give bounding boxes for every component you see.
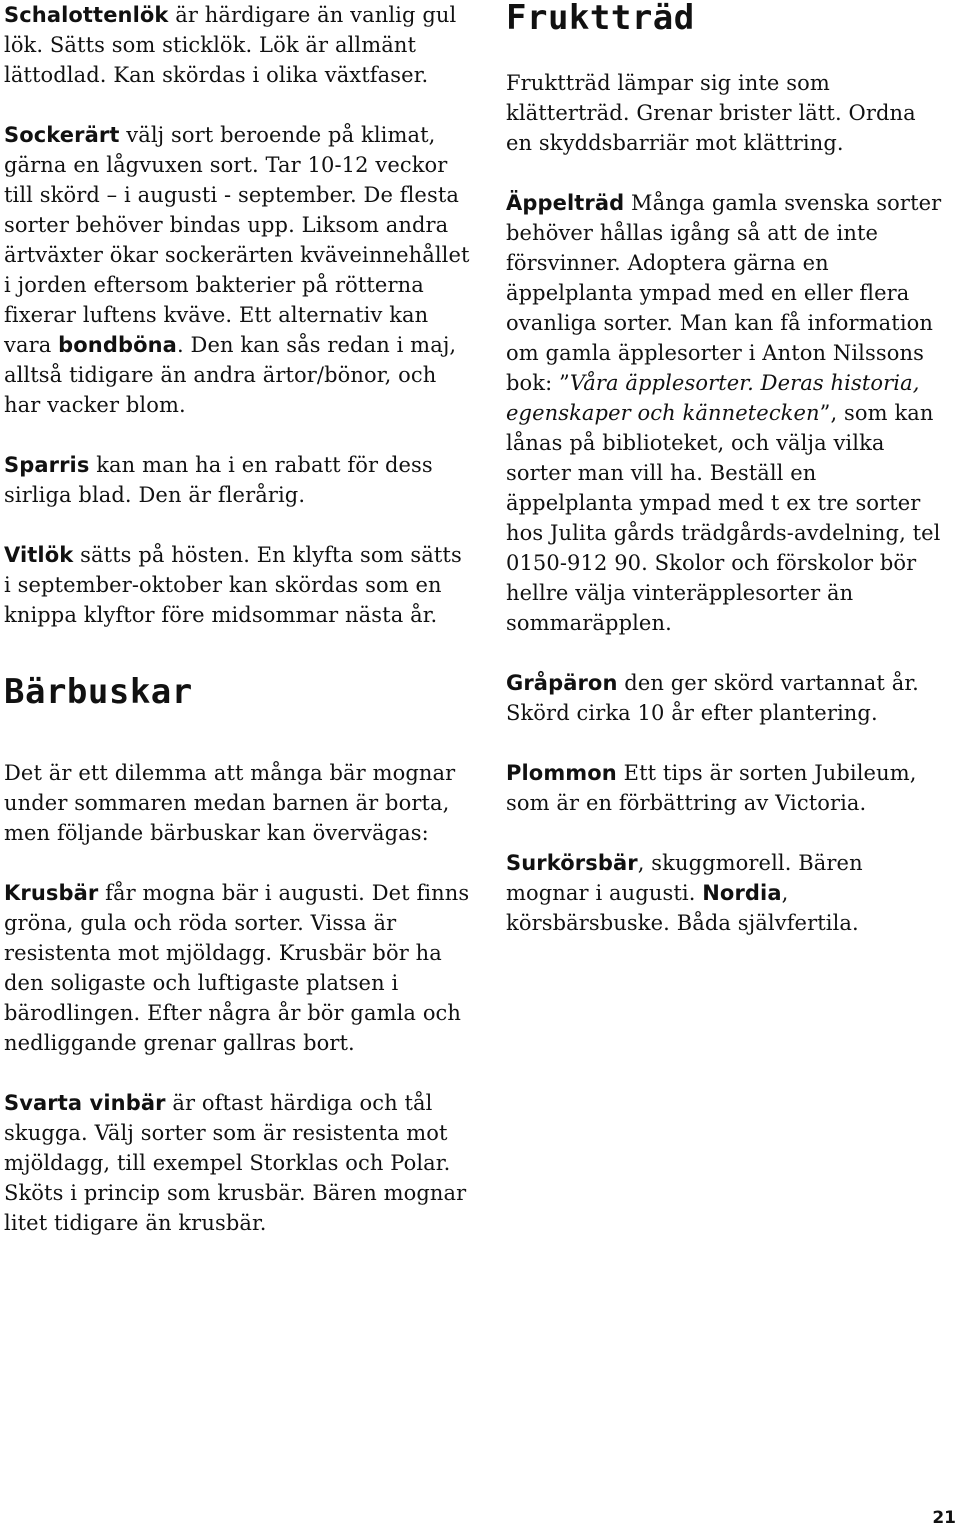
paragraph-krusbar: Krusbär får mogna bär i augusti. Det finns gröna, gula och röda sorter. Vissa är resistenta mot mjöldagg. Krusbär bör ha den soligaste och luftigaste platsen i bärodlingen. Efter några år bör gamla och nedliggande grenar gallras bort. — [4, 881, 470, 1055]
term-surkorsbar: Surkörsbär — [506, 851, 638, 875]
term-bondbona: bondböna — [58, 333, 177, 357]
term-graparon: Gråpäron — [506, 671, 618, 695]
right-column — [506, 0, 946, 938]
term-krusbar: Krusbär — [4, 881, 99, 905]
term-svarta-vinbar: Svarta vinbär — [4, 1091, 166, 1115]
left-column — [4, 0, 474, 1238]
paragraph-plommon: Plommon Ett tips är sorten Jubileum, som är en förbättring av Victoria. — [506, 761, 917, 815]
page-number: 21 — [932, 1508, 956, 1528]
term-appeltrad: Äppelträd — [506, 191, 625, 215]
term-sparris: Sparris — [4, 453, 90, 477]
paragraph-vitlok: Vitlök sätts på hösten. En klyfta som sätts i september-oktober kan skördas som en knippa klyftor före midsommar nästa år. — [4, 543, 462, 627]
term-vitlok: Vitlök — [4, 543, 74, 567]
paragraph-graparon: Gråpäron den ger skörd vartannat år. Skörd cirka 10 år efter plantering. — [506, 671, 919, 725]
paragraph-appeltrad: Äppelträd Många gamla svenska sorter behöver hållas igång så att de inte försvinner. Adoptera gärna en äppelplanta ympad med en eller flera ovanliga sorter. Man kan få information om gamla äpplesorter i Anton Nilssons bok: ”Våra äpplesorter. Deras historia, egenskaper och kännetecken”, som kan lånas på biblioteket, och välja vilka sorter man vill ha. Beställ en äppelplanta ympad med t ex tre sorter hos Julita gårds trädgårds-avdelning, tel 0150-912 90. Skolor och förskolor bör hellre välja vinteräpplesorter än sommaräpplen. — [506, 191, 942, 635]
term-plommon: Plommon — [506, 761, 617, 785]
paragraph-schalottenlok: Schalottenlök är härdigare än vanlig gul lök. Sätts som sticklök. Lök är allmänt lättodlad. Kan skördas i olika växtfaser. — [4, 3, 457, 87]
paragraph-sparris: Sparris kan man ha i en rabatt för dess sirliga blad. Den är flerårig. — [4, 453, 433, 507]
paragraph-fruktrad-intro: Fruktträd lämpar sig inte som klätterträd. Grenar brister lätt. Ordna en skyddsbarriär mot klättring. — [506, 71, 916, 155]
term-nordia: Nordia — [702, 881, 782, 905]
paragraph-surkorsbar: Surkörsbär, skuggmorell. Bären mognar i augusti. Nordia, körsbärsbuske. Båda självfertila. — [506, 851, 863, 935]
book-title: Våra äpplesorter. Deras historia, egenskaper och kännetecken — [506, 371, 920, 425]
term-sockerart: Sockerärt — [4, 123, 120, 147]
heading-fruktrad: Fruktträd — [506, 0, 695, 38]
heading-barbuskar: Bärbuskar — [4, 672, 193, 712]
term-schalottenlok: Schalottenlök — [4, 3, 169, 27]
paragraph-svarta-vinbar: Svarta vinbär är oftast härdiga och tål skugga. Välj sorter som är resistenta mot mjöldagg, till exempel Storklas och Polar. Sköts i princip som krusbär. Bären mognar litet tidigare än krusbär. — [4, 1091, 467, 1235]
paragraph-sockerart: Sockerärt välj sort beroende på klimat, gärna en lågvuxen sort. Tar 10-12 veckor till skörd – i augusti - september. De flesta sorter behöver bindas upp. Liksom andra ärtväxter ökar sockerärten kväveinnehållet i jorden eftersom bakterier på rötterna fixerar luftens kväve. Ett alternativ kan vara bondböna. Den kan sås redan i maj, alltså tidigare än andra ärtor/bönor, och har vacker blom. — [4, 123, 470, 417]
paragraph-barbuskar-intro: Det är ett dilemma att många bär mognar under sommaren medan barnen är borta, men följande bärbuskar kan övervägas: — [4, 761, 456, 845]
